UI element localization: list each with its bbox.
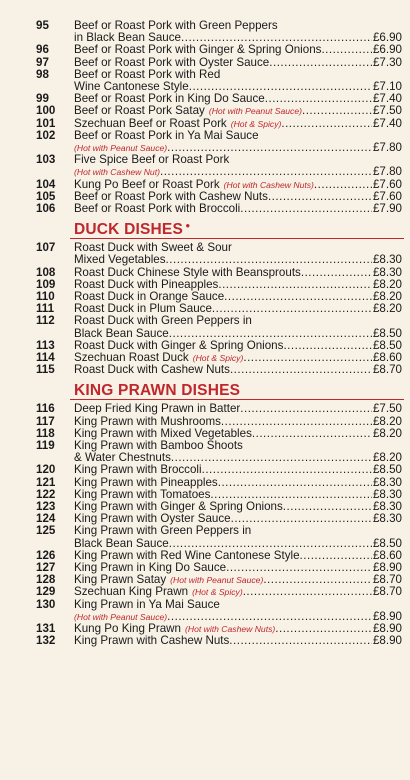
item-text (74, 118, 402, 130)
menu-item-line (0, 118, 410, 130)
menu-item-line (0, 279, 410, 291)
item-price: £7.60 (372, 178, 402, 191)
item-number: 132 (36, 634, 56, 648)
item-note: (Hot with Peanut Sauce) (170, 575, 264, 586)
item-number: 123 (36, 500, 56, 513)
item-name: Roast Duck with Sweet & Sour (74, 242, 232, 255)
leader-dots (300, 550, 372, 562)
section-title-text: KING PRAWN DISHES (74, 382, 241, 400)
item-note: (Hot with Cashew Nut) (74, 167, 160, 178)
item-note: (Hot with Peanut Sauce) (74, 143, 168, 153)
item-note: (Hot & Spicy) (192, 587, 243, 598)
item-name: Roast Duck with Pineapples (74, 278, 219, 291)
item-number: 116 (36, 402, 55, 416)
item-price: £8.50 (372, 537, 402, 550)
item-text (74, 340, 402, 352)
item-text (74, 611, 402, 623)
item-text (74, 20, 402, 32)
item-name: Beef or Roast Pork Satay (74, 105, 205, 118)
item-name: Beef or Roast Pork with Green Peppers (74, 20, 278, 32)
item-number: 115 (36, 363, 55, 377)
item-number: 127 (36, 561, 56, 574)
item-name: Beef or Roast Pork with Ginger & Spring Onions (74, 44, 322, 57)
item-price: £8.60 (372, 352, 402, 364)
item-text (74, 525, 402, 537)
item-name: King Prawn with Red Wine Cantonese Style (74, 549, 300, 562)
menu-item-line (0, 154, 410, 166)
leader-dots (269, 57, 372, 69)
item-name: Kung Po King Prawn (74, 623, 181, 635)
item-name: King Prawn with Bamboo Shoots (74, 440, 243, 452)
item-number: 103 (36, 153, 56, 167)
item-number: 99 (36, 92, 49, 106)
menu-item-line (0, 81, 410, 93)
menu-item-line (0, 440, 410, 452)
item-number: 113 (36, 338, 55, 352)
item-text (74, 550, 402, 562)
item-number: 100 (36, 104, 56, 118)
leader-dots (171, 452, 372, 464)
item-name: Mixed Vegetables (74, 254, 166, 267)
item-price: £8.60 (372, 549, 402, 562)
menu-item-line (0, 428, 410, 440)
leader-dots (263, 574, 372, 586)
menu-item-line (0, 340, 410, 352)
item-text (74, 105, 402, 117)
item-text (74, 352, 402, 364)
leader-dots (160, 166, 372, 178)
item-name: King Prawn with Broccoli (74, 464, 202, 477)
item-price: £8.30 (372, 254, 402, 267)
item-name: King Prawn Satay (74, 574, 167, 587)
section-divider (70, 399, 404, 400)
item-number: 118 (36, 426, 55, 440)
menu-item-line (0, 20, 410, 32)
item-price: £7.90 (372, 203, 402, 215)
item-name: Beef or Roast Pork with Oyster Sauce (74, 56, 270, 69)
item-price: £7.60 (372, 190, 402, 203)
item-text (74, 57, 402, 69)
leader-dots (169, 538, 372, 550)
menu-item-line (0, 525, 410, 537)
item-name: Beef or Roast Pork in Ya Mai Sauce (74, 129, 259, 142)
item-number: 121 (36, 475, 56, 489)
item-name: King Prawn in Ya Mai Sauce (74, 598, 220, 611)
section-title-text: DUCK DISHES (74, 221, 183, 239)
item-text (74, 538, 402, 550)
menu-item-line (0, 611, 410, 623)
item-number: 95 (36, 19, 49, 32)
menu-item-line (0, 416, 410, 428)
item-price: £8.90 (372, 562, 402, 574)
section-title (74, 221, 190, 239)
item-number: 130 (36, 597, 56, 611)
item-text (74, 477, 402, 489)
leader-dots (301, 267, 372, 279)
leader-dots (283, 340, 372, 352)
leader-dots (202, 464, 372, 476)
item-name: King Prawn with Mixed Vegetables (74, 427, 252, 440)
item-price: £8.90 (372, 610, 402, 623)
item-text (74, 81, 402, 93)
item-price: £8.30 (372, 266, 402, 279)
item-name: King Prawn with Mushrooms (74, 415, 221, 428)
item-text (74, 428, 402, 440)
item-text (74, 44, 402, 56)
menu-item-line (0, 130, 410, 142)
item-number: 129 (36, 585, 56, 599)
item-price: £8.70 (372, 586, 402, 599)
item-note: (Hot with Cashew Nuts) (185, 624, 276, 634)
menu-item-line (0, 464, 410, 476)
item-name: Roast Duck in Plum Sauce (74, 303, 212, 316)
item-text (74, 416, 402, 428)
item-name: King Prawn with Cashew Nuts (74, 635, 230, 648)
item-name: Beef or Roast Pork with Red (74, 68, 221, 81)
item-text (74, 69, 402, 81)
item-number: 120 (36, 463, 56, 477)
item-price: £7.40 (372, 93, 402, 106)
menu-item-line (0, 328, 410, 340)
leader-dots (212, 303, 372, 315)
leader-dots (283, 501, 372, 513)
leader-dots (181, 32, 372, 44)
leader-dots (229, 635, 372, 647)
menu-item-line (0, 57, 410, 69)
item-price: £6.90 (372, 44, 402, 57)
item-price: £8.90 (372, 623, 402, 635)
item-text (74, 267, 402, 279)
item-name: Kung Po Beef or Roast Pork (74, 178, 220, 191)
item-text (74, 513, 402, 525)
menu-item-line (0, 69, 410, 81)
item-price: £7.80 (372, 142, 402, 154)
item-price: £8.30 (372, 513, 402, 526)
item-text (74, 464, 402, 476)
item-number: 124 (36, 512, 56, 526)
item-text (74, 635, 402, 647)
menu-item-line (0, 489, 410, 501)
item-name: Five Spice Beef or Roast Pork (74, 154, 230, 167)
item-number: 119 (36, 439, 55, 452)
leader-dots (240, 403, 372, 415)
item-text (74, 93, 402, 105)
item-number: 105 (36, 189, 56, 203)
item-name: King Prawn with Oyster Sauce (74, 513, 231, 526)
item-note: (Hot & Spicy) (230, 118, 282, 129)
item-price: £8.30 (372, 501, 402, 513)
item-name: Deep Fried King Prawn in Batter (74, 403, 241, 416)
menu-item-line (0, 191, 410, 203)
item-number: 97 (36, 55, 49, 69)
item-name: Szechuan Beef or Roast Pork (74, 117, 227, 130)
menu-item-line (0, 203, 410, 215)
item-number: 112 (36, 314, 55, 328)
item-name: Roast Duck with Cashew Nuts (74, 364, 230, 377)
item-number: 110 (36, 290, 55, 303)
item-text (74, 452, 402, 464)
item-text (74, 364, 402, 376)
item-text (74, 599, 402, 611)
item-price: £8.50 (372, 327, 402, 340)
leader-dots (167, 142, 372, 154)
menu-item-line (0, 574, 410, 586)
item-text (74, 179, 402, 191)
item-text (74, 203, 402, 215)
item-name: Black Bean Sauce (74, 537, 169, 550)
menu-item-line (0, 501, 410, 513)
item-note: (Hot with Peanut Sauce) (208, 106, 302, 117)
item-number: 104 (36, 177, 56, 191)
item-number: 125 (36, 524, 56, 538)
item-text (74, 291, 402, 303)
item-text (74, 254, 402, 266)
item-price: £8.20 (372, 427, 402, 440)
item-text (74, 623, 402, 635)
menu-item-line (0, 179, 410, 191)
item-number: 106 (36, 202, 56, 215)
item-name: Beef or Roast Pork in King Do Sauce (74, 93, 265, 106)
menu-item-line (0, 599, 410, 611)
item-price: £8.70 (372, 364, 402, 377)
item-name: Roast Duck in Orange Sauce (74, 291, 225, 303)
item-price: £7.50 (372, 403, 402, 416)
menu-item-line (0, 403, 410, 415)
menu-item-line (0, 623, 410, 635)
leader-dots (218, 477, 372, 489)
item-number: 109 (36, 277, 56, 291)
leader-dots (243, 352, 372, 364)
menu-item-line (0, 291, 410, 303)
leader-dots (240, 203, 372, 215)
leader-dots (265, 93, 372, 105)
item-text (74, 315, 402, 327)
item-name: King Prawn in King Do Sauce (74, 562, 227, 574)
item-name: in Black Bean Sauce (74, 32, 181, 45)
item-note: (Hot with Peanut Sauce) (74, 611, 168, 622)
leader-dots (321, 44, 372, 56)
menu-item-line (0, 364, 410, 376)
leader-dots (169, 328, 372, 340)
item-price: £7.10 (372, 81, 402, 93)
menu-item-line (0, 562, 410, 574)
item-note: (Hot with Cashew Nuts) (223, 179, 314, 190)
menu-item-line (0, 538, 410, 550)
item-name: King Prawn with Pineapples (74, 476, 218, 489)
item-name: Beef or Roast Pork with Broccoli (74, 203, 241, 215)
item-text (74, 303, 402, 315)
leader-dots (252, 428, 372, 440)
item-price: £8.50 (372, 464, 402, 477)
menu-item-line (0, 93, 410, 105)
menu-item-line (0, 352, 410, 364)
item-name: Wine Cantonese Style (74, 81, 189, 93)
menu-item-line (0, 635, 410, 647)
menu-item-line (0, 267, 410, 279)
leader-dots (221, 416, 372, 428)
item-number: 96 (36, 43, 49, 57)
item-name: King Prawn with Tomatoes (74, 488, 211, 501)
item-text (74, 154, 402, 166)
item-name: Roast Duck Chinese Style with Beansprouts (74, 266, 301, 279)
menu-item-line (0, 105, 410, 117)
leader-dots (166, 254, 372, 266)
item-price: £8.50 (372, 339, 402, 352)
leader-dots (268, 191, 372, 203)
item-price: £6.90 (372, 32, 402, 45)
item-price: £7.50 (372, 105, 402, 118)
bullet-icon: ● (183, 221, 191, 231)
item-number: 126 (36, 548, 56, 562)
item-text (74, 130, 402, 142)
menu-item-line (0, 315, 410, 327)
item-text (74, 403, 402, 415)
leader-dots (226, 562, 372, 574)
item-price: £7.40 (372, 117, 402, 130)
leader-dots (210, 489, 372, 501)
item-text (74, 562, 402, 574)
menu-item-line (0, 303, 410, 315)
item-text (74, 166, 402, 178)
menu-item-line (0, 166, 410, 178)
leader-dots (231, 513, 372, 525)
leader-dots (281, 118, 372, 130)
section-title (74, 382, 240, 400)
item-price: £7.30 (372, 56, 402, 69)
item-price: £8.20 (372, 452, 402, 465)
item-number: 114 (36, 351, 55, 364)
item-price: £8.30 (372, 488, 402, 501)
item-text (74, 142, 402, 154)
leader-dots (243, 586, 372, 598)
item-name: Black Bean Sauce (74, 327, 169, 340)
menu-item-line (0, 586, 410, 598)
item-text (74, 328, 402, 340)
menu-item-line (0, 254, 410, 266)
leader-dots (230, 364, 372, 376)
leader-dots (224, 291, 372, 303)
item-number: 108 (36, 265, 56, 279)
item-number: 111 (36, 302, 55, 316)
item-name: Roast Duck with Ginger & Spring Onions (74, 339, 284, 352)
item-text (74, 489, 402, 501)
menu-item-line (0, 242, 410, 254)
item-price: £8.70 (372, 574, 402, 587)
leader-dots (189, 81, 372, 93)
item-number: 107 (36, 241, 56, 255)
item-text (74, 242, 402, 254)
item-price: £8.20 (372, 291, 402, 303)
item-price: £8.20 (372, 278, 402, 291)
item-price: £8.30 (372, 476, 402, 489)
item-name: & Water Chestnuts (74, 452, 171, 465)
menu-item-line (0, 452, 410, 464)
item-text (74, 32, 402, 44)
item-number: 98 (36, 67, 49, 81)
menu-item-line (0, 550, 410, 562)
item-name: King Prawn with Green Peppers in (74, 525, 252, 538)
item-text (74, 574, 402, 586)
leader-dots (167, 611, 372, 623)
menu-item-line (0, 142, 410, 154)
item-name: King Prawn with Ginger & Spring Onions (74, 501, 283, 513)
item-number: 117 (36, 414, 55, 428)
menu-item-line (0, 513, 410, 525)
section-divider (70, 238, 404, 239)
menu-item-line (0, 477, 410, 489)
menu-item-line (0, 44, 410, 56)
item-number: 102 (36, 128, 56, 142)
item-text (74, 586, 402, 598)
item-number: 101 (36, 116, 56, 130)
item-price: £8.20 (372, 303, 402, 316)
item-name: Szechuan Roast Duck (74, 352, 189, 364)
item-text (74, 279, 402, 291)
item-price: £8.20 (372, 415, 402, 428)
item-price: £8.90 (372, 635, 402, 648)
item-name: Beef or Roast Pork with Cashew Nuts (74, 190, 268, 203)
item-text (74, 191, 402, 203)
item-text (74, 501, 402, 513)
leader-dots (302, 105, 372, 117)
item-note: (Hot & Spicy) (192, 353, 244, 363)
item-price: £7.80 (372, 166, 402, 179)
leader-dots (218, 279, 372, 291)
item-name: Roast Duck with Green Peppers in (74, 315, 252, 328)
menu-item-line (0, 32, 410, 44)
item-number: 128 (36, 573, 56, 587)
item-name: Szechuan King Prawn (74, 586, 189, 599)
item-number: 131 (36, 622, 56, 635)
item-text (74, 440, 402, 452)
leader-dots (275, 623, 372, 635)
leader-dots (314, 179, 372, 191)
item-number: 122 (36, 487, 56, 501)
